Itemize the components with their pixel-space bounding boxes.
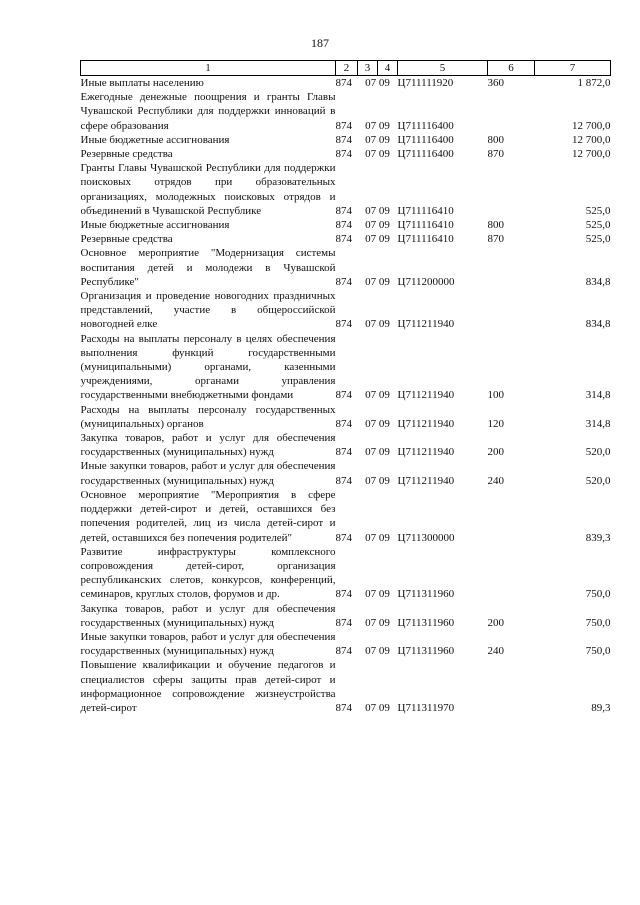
row-expense-type xyxy=(488,545,535,602)
table-row xyxy=(81,431,611,459)
row-name: Резервные средства xyxy=(80,233,173,246)
row-target-code: Ц711311960 xyxy=(397,588,455,601)
row-amount: 520,0 xyxy=(585,474,611,487)
row-target-code: Ц711116400 xyxy=(397,133,454,146)
row-expense-type xyxy=(488,289,535,332)
table-row xyxy=(81,602,611,630)
row-name: Иные бюджетные ассигнования xyxy=(80,133,230,146)
row-name: Организация и проведение новогодних праздничных представлений, участие в общероссийской новогодней елке xyxy=(80,290,336,331)
row-ministry-code: 874 xyxy=(335,77,352,89)
row-section-code: 07 09 xyxy=(365,77,390,89)
row-expense-type xyxy=(488,246,535,289)
row-target-code: Ц711311960 xyxy=(397,616,455,629)
row-expense-type xyxy=(488,161,535,218)
row-target-code: Ц711300000 xyxy=(397,531,455,544)
row-target-code: Ц711116410 xyxy=(397,204,454,217)
row-target-code: Ц711200000 xyxy=(397,275,455,288)
table-row xyxy=(81,161,611,218)
row-ministry-code: 874 xyxy=(335,318,352,331)
row-name: Гранты Главы Чувашской Республики для поддержки поисковых отрядов при образовательных организациях, молодежных поисковых отрядов и объединений в Чувашской Республике xyxy=(80,162,336,217)
row-ministry-code: 874 xyxy=(335,417,352,430)
table-row xyxy=(81,630,611,658)
table-row xyxy=(81,90,611,133)
row-target-code: Ц711211940 xyxy=(397,318,455,331)
row-expense-type: 200 xyxy=(487,446,504,459)
header-col-4: 4 xyxy=(378,61,398,76)
row-name: Иные закупки товаров, работ и услуг для обеспечения государственных (муниципальных) нужд xyxy=(80,460,336,487)
row-target-code: Ц711211940 xyxy=(397,417,455,430)
row-amount: 12 700,0 xyxy=(572,119,611,132)
row-expense-type xyxy=(488,658,535,715)
row-section-code: 07 09 xyxy=(365,474,390,487)
page-number: 187 xyxy=(311,36,329,50)
header-col-5: 5 xyxy=(398,61,488,76)
row-section-code: 07 09 xyxy=(365,133,390,146)
row-ministry-code: 874 xyxy=(335,531,352,544)
row-section-code: 07 09 xyxy=(365,446,390,459)
row-amount: 525,0 xyxy=(585,233,611,246)
row-amount: 89,3 xyxy=(591,701,611,714)
row-amount: 834,8 xyxy=(585,275,611,288)
row-ministry-code: 874 xyxy=(335,446,352,459)
table-row xyxy=(81,332,611,403)
row-ministry-code: 874 xyxy=(335,588,352,601)
row-name: Расходы на выплаты персоналу государственных (муниципальных) органов xyxy=(80,403,336,430)
row-amount: 839,3 xyxy=(585,531,611,544)
table-row xyxy=(81,658,611,715)
row-name: Ежегодные денежные поощрения и гранты Главы Чувашской Республики для поддержки инноваций в сфере образования xyxy=(80,91,336,132)
row-section-code: 07 09 xyxy=(365,588,390,601)
row-ministry-code: 874 xyxy=(335,616,352,629)
row-ministry-code: 874 xyxy=(335,119,352,132)
row-target-code: Ц711211940 xyxy=(397,474,455,487)
table-row xyxy=(81,403,611,431)
row-ministry-code: 874 xyxy=(335,204,352,217)
row-section-code: 07 09 xyxy=(365,616,390,629)
row-amount: 314,8 xyxy=(585,417,611,430)
table-row xyxy=(81,232,611,246)
table-body xyxy=(81,76,611,716)
table-row xyxy=(81,133,611,147)
row-expense-type xyxy=(488,90,535,133)
row-target-code: Ц711116410 xyxy=(397,219,454,232)
row-amount: 12 700,0 xyxy=(572,133,611,146)
row-amount: 12 700,0 xyxy=(572,148,611,161)
row-section-code: 07 09 xyxy=(365,219,390,232)
row-ministry-code: 874 xyxy=(335,645,352,658)
row-section-code: 07 09 xyxy=(365,148,390,161)
header-row xyxy=(81,61,611,76)
row-section-code: 07 09 xyxy=(365,531,390,544)
header-col-6: 6 xyxy=(488,61,535,76)
row-target-code: Ц711211940 xyxy=(397,389,455,402)
row-name: Развитие инфраструктуры комплексного сопровождения детей-сирот, организация республиканских слетов, конкурсов, конференций, семинаров, круглых столов, форумов и др. xyxy=(80,545,336,601)
row-section-code: 07 09 xyxy=(365,389,390,402)
row-name: Основное мероприятие "Модернизация системы воспитания детей и молодежи в Чувашской Республике" xyxy=(80,247,336,288)
row-amount: 525,0 xyxy=(585,219,611,232)
row-name: Основное мероприятие "Мероприятия в сфере поддержки детей-сирот и детей, оставшихся без попечения родителей, лиц из числа детей-сирот и детей, оставшихся без попечения родителей" xyxy=(80,488,336,544)
header-col-1: 1 xyxy=(81,61,336,76)
row-section-code: 07 09 xyxy=(365,275,390,288)
row-amount: 750,0 xyxy=(585,645,611,658)
row-amount: 834,8 xyxy=(585,318,611,331)
table-row xyxy=(81,246,611,289)
row-target-code: Ц711116410 xyxy=(397,233,454,246)
row-ministry-code: 874 xyxy=(335,133,352,146)
row-name: Расходы на выплаты персоналу в целях обеспечения выполнения функций государственными (муниципальными) органами, казенными учреждениями, органами управления государственными внебюджетными фондами xyxy=(80,332,336,402)
row-expense-type: 100 xyxy=(487,389,504,402)
row-name: Иные закупки товаров, работ и услуг для обеспечения государственных (муниципальных) нужд xyxy=(80,630,336,658)
row-target-code: Ц711311970 xyxy=(397,701,455,714)
row-expense-type: 360 xyxy=(487,77,504,89)
row-expense-type: 870 xyxy=(487,148,504,161)
row-name: Иные выплаты населению xyxy=(80,77,204,89)
row-name: Резервные средства xyxy=(80,148,173,161)
row-section-code: 07 09 xyxy=(365,318,390,331)
row-section-code: 07 09 xyxy=(365,417,390,430)
row-name: Иные бюджетные ассигнования xyxy=(80,219,230,232)
row-amount: 1 872,0 xyxy=(577,77,611,89)
row-amount: 314,8 xyxy=(585,389,611,402)
row-expense-type: 240 xyxy=(487,645,504,658)
header-col-3: 3 xyxy=(358,61,378,76)
row-ministry-code: 874 xyxy=(335,219,352,232)
row-ministry-code: 874 xyxy=(335,389,352,402)
table-row xyxy=(81,545,611,602)
row-expense-type: 240 xyxy=(487,474,504,487)
row-expense-type xyxy=(488,488,535,545)
row-ministry-code: 874 xyxy=(335,275,352,288)
table-header xyxy=(81,61,611,76)
table-row xyxy=(81,76,611,91)
row-target-code: Ц711111920 xyxy=(397,77,454,89)
row-ministry-code: 874 xyxy=(335,233,352,246)
table-row xyxy=(81,218,611,232)
row-section-code: 07 09 xyxy=(365,233,390,246)
row-expense-type: 870 xyxy=(487,233,504,246)
row-amount: 525,0 xyxy=(585,204,611,217)
table-row xyxy=(81,147,611,161)
row-section-code: 07 09 xyxy=(365,701,390,714)
row-name: Повышение квалификации и обучение педагогов и специалистов сферы защиты прав детей-сирот и информационное сопровождение жизнеустройства детей-сирот xyxy=(80,659,336,714)
row-section-code: 07 09 xyxy=(365,119,390,132)
row-target-code: Ц711311960 xyxy=(397,645,455,658)
row-section-code: 07 09 xyxy=(365,645,390,658)
row-name: Закупка товаров, работ и услуг для обеспечения государственных (муниципальных) нужд xyxy=(80,602,336,629)
row-expense-type: 200 xyxy=(487,616,504,629)
header-col-7: 7 xyxy=(535,61,611,76)
table-row xyxy=(81,289,611,332)
table-row xyxy=(81,488,611,545)
row-expense-type: 800 xyxy=(487,133,504,146)
row-ministry-code: 874 xyxy=(335,474,352,487)
row-target-code: Ц711116400 xyxy=(397,119,454,132)
row-amount: 750,0 xyxy=(585,616,611,629)
row-section-code: 07 09 xyxy=(365,204,390,217)
table-row xyxy=(81,459,611,487)
row-target-code: Ц711211940 xyxy=(397,446,455,459)
row-expense-type: 800 xyxy=(487,219,504,232)
row-expense-type: 120 xyxy=(487,417,504,430)
row-amount: 750,0 xyxy=(585,588,611,601)
header-col-2: 2 xyxy=(336,61,358,76)
budget-table xyxy=(80,60,611,715)
row-ministry-code: 874 xyxy=(335,701,352,714)
row-target-code: Ц711116400 xyxy=(397,148,454,161)
row-amount: 520,0 xyxy=(585,446,611,459)
row-name: Закупка товаров, работ и услуг для обеспечения государственных (муниципальных) нужд xyxy=(80,432,336,459)
row-ministry-code: 874 xyxy=(335,148,352,161)
